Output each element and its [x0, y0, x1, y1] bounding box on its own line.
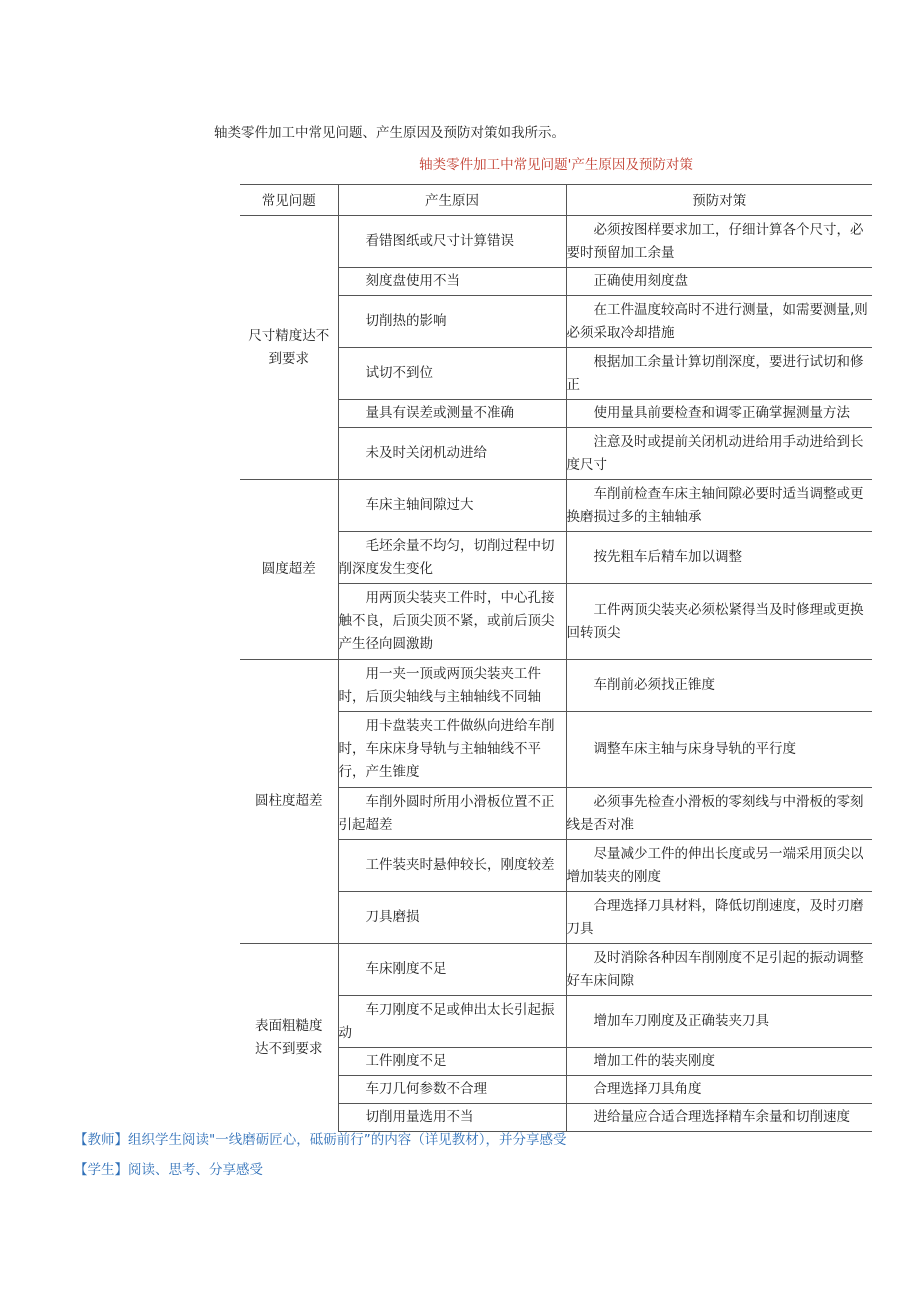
measure-cell: 车削前必须找正锥度 — [566, 660, 872, 712]
table-row — [240, 216, 872, 268]
measure-cell: 使用量具前要检查和调零正确掌握测量方法 — [566, 400, 872, 428]
problems-table — [240, 184, 872, 1132]
cause-cell: 车刀刚度不足或伸出太长引起振动 — [338, 996, 566, 1048]
header-measure: 预防对策 — [566, 185, 872, 216]
measure-cell: 及时消除各种因车削刚度不足引起的振动调整好车床间隙 — [566, 944, 872, 996]
measure-cell: 合理选择刀具材料，降低切削速度，及时刃磨刀具 — [566, 892, 872, 944]
table-header-row — [240, 185, 872, 216]
problem-cell: 圆柱度超差 — [240, 660, 338, 944]
measure-cell: 必须事先检查小滑板的零刻线与中滑板的零刻线是否对准 — [566, 788, 872, 840]
cause-cell: 用两顶尖装夹工件时，中心孔接触不良，后顶尖顶不紧，或前后顶尖产生径向圆激勘 — [338, 584, 566, 660]
cause-cell: 刀具磨损 — [338, 892, 566, 944]
cause-cell: 试切不到位 — [338, 348, 566, 400]
measure-cell: 在工件温度较高时不进行测量，如需要测量,则必须采取冷却措施 — [566, 296, 872, 348]
problem-cell: 尺寸精度达不到要求 — [240, 216, 338, 480]
measure-cell: 调整车床主轴与床身导轨的平行度 — [566, 712, 872, 788]
cause-cell: 车床刚度不足 — [338, 944, 566, 996]
cause-cell: 用一夹一顶或两顶尖装夹工件时，后顶尖轴线与主轴轴线不同轴 — [338, 660, 566, 712]
cause-cell: 车床主轴间隙过大 — [338, 480, 566, 532]
cause-cell: 刻度盘使用不当 — [338, 268, 566, 296]
intro-text: 轴类零件加工中常见问题、产生原因及预防对策如我所示。 — [214, 125, 565, 141]
cause-cell: 车削外圆时所用小滑板位置不正引起超差 — [338, 788, 566, 840]
table-row — [240, 944, 872, 996]
cause-cell: 看错图纸或尺寸计算错误 — [338, 216, 566, 268]
header-problem: 常见问题 — [240, 185, 338, 216]
measure-cell: 必须按图样要求加工，仔细计算各个尺寸，必要时预留加工余量 — [566, 216, 872, 268]
problem-cell: 表面粗糙度达不到要求 — [240, 944, 338, 1132]
measure-cell: 注意及时或提前关闭机动进给用手动进给到长度尺寸 — [566, 428, 872, 480]
table-row — [240, 480, 872, 532]
table-row — [240, 660, 872, 712]
cause-cell: 切削热的影响 — [338, 296, 566, 348]
measure-cell: 车削前检查车床主轴间隙必要时适当调整或更换磨损过多的主轴轴承 — [566, 480, 872, 532]
measure-cell: 根据加工余量计算切削深度，要进行试切和修正 — [566, 348, 872, 400]
problem-cell: 圆度超差 — [240, 480, 338, 660]
measure-cell: 进给量应合适合理选择精车余量和切削速度 — [566, 1104, 872, 1132]
cause-cell: 工件刚度不足 — [338, 1048, 566, 1076]
cause-cell: 切削用量选用不当 — [338, 1104, 566, 1132]
cause-cell: 用卡盘装夹工件做纵向进给车削时，车床床身导轨与主轴轴线不平行，产生锥度 — [338, 712, 566, 788]
measure-cell: 正确使用刻度盘 — [566, 268, 872, 296]
measure-cell: 工件两顶尖装夹必须松紧得当及时修理或更换回转顶尖 — [566, 584, 872, 660]
cause-cell: 车刀几何参数不合理 — [338, 1076, 566, 1104]
cause-cell: 未及时关闭机动进给 — [338, 428, 566, 480]
measure-cell: 增加工件的装夹刚度 — [566, 1048, 872, 1076]
table-caption: 轴类零件加工中常见问题'产生原因及预防对策 — [419, 157, 693, 173]
cause-cell: 毛坯余量不均匀，切削过程中切削深度发生变化 — [338, 532, 566, 584]
cause-cell: 量具有误差或测量不准确 — [338, 400, 566, 428]
teacher-note: 【教师】组织学生阅读"一线磨砺匠心，砥砺前行”的内容（详见教材），并分享感受 — [74, 1132, 567, 1148]
header-cause: 产生原因 — [338, 185, 566, 216]
measure-cell: 按先粗车后精车加以调整 — [566, 532, 872, 584]
measure-cell: 尽量减少工件的伸出长度或另一端采用顶尖以增加装夹的刚度 — [566, 840, 872, 892]
measure-cell: 合理选择刀具角度 — [566, 1076, 872, 1104]
cause-cell: 工件装夹时悬伸较长，刚度较差 — [338, 840, 566, 892]
measure-cell: 增加车刀刚度及正确装夹刀具 — [566, 996, 872, 1048]
student-note: 【学生】阅读、思考、分享感受 — [74, 1162, 263, 1178]
